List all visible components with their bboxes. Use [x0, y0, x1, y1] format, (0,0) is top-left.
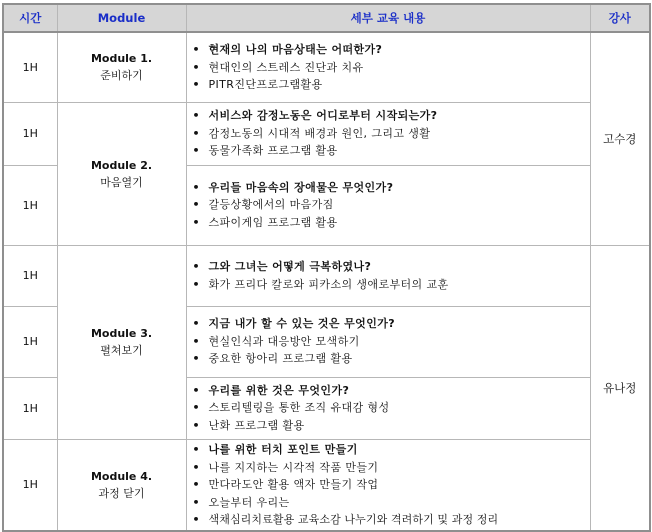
module-title: Module 3.	[90, 327, 153, 340]
curriculum-table	[2, 3, 651, 532]
header-module: Module	[57, 4, 186, 32]
instructor-cell: 유나정	[590, 245, 650, 531]
content-cell	[186, 377, 590, 439]
content-item: • 오늘부터 우리는	[187, 494, 590, 512]
instructor-cell: 고수경	[590, 32, 650, 245]
module-cell	[57, 245, 186, 439]
module-title: Module 4.	[90, 469, 153, 483]
content-item: • 동물가족화 프로그램 활용	[187, 142, 590, 160]
module-title: Module 1.	[90, 52, 153, 66]
content-list	[187, 382, 590, 435]
content-list	[187, 258, 590, 293]
module-cell	[57, 32, 186, 102]
header-content: 세부 교육 내용	[186, 4, 590, 32]
time-cell: 1H	[3, 165, 57, 245]
module-cell	[57, 439, 186, 531]
content-heading: • 현재의 나의 마음상태는 어떠한가?	[187, 41, 590, 59]
content-item: • 만다라도안 활용 액자 만들기 작업	[187, 476, 590, 494]
content-item: • 감정노동의 시대적 배경과 원인, 그리고 생활	[187, 125, 590, 143]
content-heading: • 그와 그녀는 어떻게 극복하였나?	[187, 258, 590, 276]
content-cell	[186, 32, 590, 102]
content-item: • 스토리텔링을 통한 조직 유대감 형성	[187, 399, 590, 417]
module-cell	[57, 102, 186, 245]
content-cell	[186, 439, 590, 531]
content-item: • 중요한 항아리 프로그램 활용	[187, 350, 590, 368]
time-cell: 1H	[3, 102, 57, 165]
content-item: • 색채심리치료활용 교육소감 나누기와 격려하기 및 과정 정리	[187, 511, 590, 529]
time-cell: 1H	[3, 306, 57, 377]
content-list	[187, 441, 590, 529]
module-subtitle: 마음열기	[100, 175, 143, 189]
content-list	[187, 179, 590, 232]
content-heading: • 우리들 마음속의 장애물은 무엇인가?	[187, 179, 590, 197]
content-heading: • 나를 위한 터치 포인트 만들기	[187, 441, 590, 459]
content-item: • 화가 프리다 칼로와 피카소의 생애로부터의 교훈	[187, 276, 590, 294]
module-subtitle: 준비하기	[100, 69, 143, 83]
content-item: • 스파이게임 프로그램 활용	[187, 214, 590, 232]
content-item: • 난화 프로그램 활용	[187, 417, 590, 435]
content-item: • 현대인의 스트레스 진단과 치유	[187, 59, 590, 77]
table-row	[3, 102, 650, 165]
content-list	[187, 107, 590, 160]
content-heading: • 서비스와 감정노동은 어디로부터 시작되는가?	[187, 107, 590, 125]
content-heading: • 지금 내가 할 수 있는 것은 무엇인가?	[187, 315, 590, 333]
content-item: • PITR진단프로그램활용	[187, 76, 590, 94]
module-subtitle: 과정 닫기	[98, 486, 145, 500]
content-cell	[186, 245, 590, 306]
content-heading: • 우리를 위한 것은 무엇인가?	[187, 382, 590, 400]
header-time: 시간	[3, 4, 57, 32]
table-row	[3, 439, 650, 531]
time-cell: 1H	[3, 439, 57, 531]
time-cell: 1H	[3, 245, 57, 306]
module-title: Module 2.	[90, 158, 153, 172]
content-list	[187, 41, 590, 94]
header-row	[3, 4, 650, 32]
content-list	[187, 315, 590, 368]
content-item: • 현실인식과 대응방안 모색하기	[187, 333, 590, 351]
content-item: • 나를 지지하는 시각적 작품 만들기	[187, 459, 590, 477]
table-row	[3, 32, 650, 102]
time-cell: 1H	[3, 32, 57, 102]
content-cell	[186, 306, 590, 377]
header-instructor: 강사	[590, 4, 650, 32]
time-cell: 1H	[3, 377, 57, 439]
content-item: • 갈등상황에서의 마음가짐	[187, 196, 590, 214]
content-cell	[186, 102, 590, 165]
table-row	[3, 245, 650, 306]
content-cell	[186, 165, 590, 245]
module-subtitle: 펼쳐보기	[100, 344, 143, 357]
